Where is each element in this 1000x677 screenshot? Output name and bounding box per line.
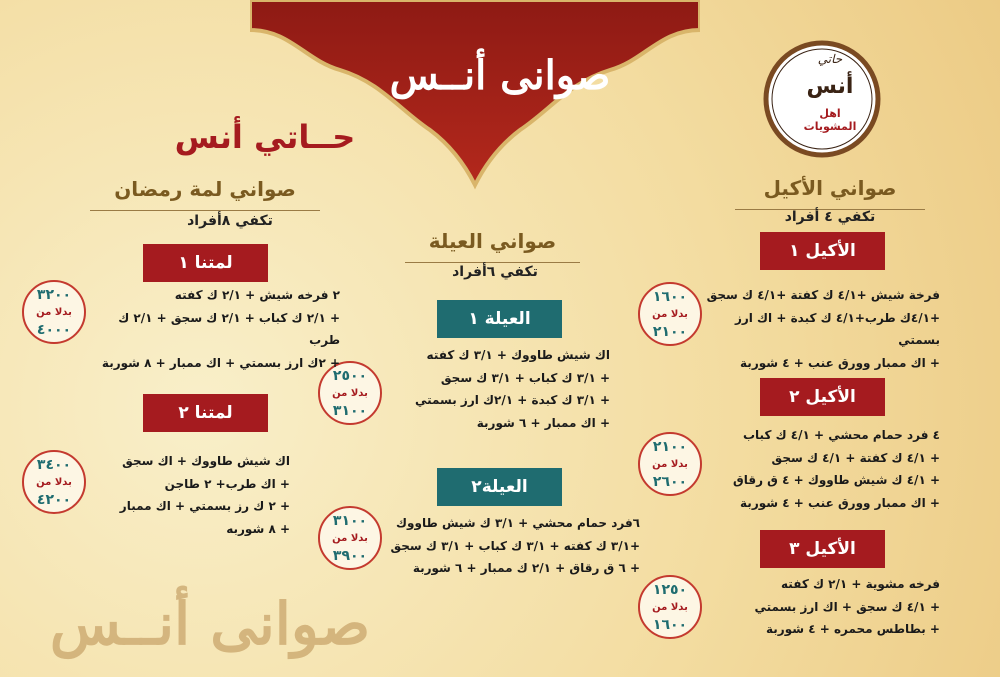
package-items — [380, 344, 610, 434]
instead-label: بدلا من — [332, 388, 368, 399]
watermark-title: صوانى أنــس — [49, 590, 371, 658]
package-title: الأكيل ١ — [760, 232, 885, 270]
old-price: ٢٦٠٠ — [652, 474, 688, 490]
price: ٢٥٠٠ — [332, 368, 368, 384]
item-line: اك شيش طاووك + اك سجق — [122, 454, 290, 468]
section-heading-text: صواني الأكيل — [763, 176, 897, 200]
item-line: ٤ فرد حمام محشي + ٤/١ ك كباب — [742, 428, 940, 442]
item-line: + ٣/١ ك كبدة + ٢/١ك ارز بسمتي — [414, 393, 610, 407]
item-line: + اك ممبار + ٦ شوربة — [476, 415, 610, 430]
instead-label: بدلا من — [332, 533, 368, 544]
price: ٣١٠٠ — [332, 513, 368, 529]
price: ٣٢٠٠ — [36, 287, 72, 303]
item-line: + ٢/١ ك كباب + ٢/١ ك سجق + ٢/١ ك طرب — [118, 310, 340, 347]
price: ١٦٠٠ — [652, 289, 688, 305]
package-items — [690, 284, 940, 374]
item-line: + ٣/١ ك كباب + ٣/١ ك سجق — [440, 370, 610, 385]
serves-count: تكفي ٦أفراد — [452, 264, 538, 280]
section-heading-text: صواني العيلة — [428, 229, 557, 253]
item-line: + ٢ك ارز بسمتي + اك ممبار + ٨ شوربة — [101, 355, 340, 370]
section-heading-ramadan — [90, 177, 320, 201]
instead-label: بدلا من — [652, 602, 688, 613]
price-badge — [22, 450, 86, 514]
price-badge — [318, 506, 382, 570]
old-price: ٣٩٠٠ — [332, 548, 368, 564]
package-items — [690, 573, 940, 641]
price-badge — [22, 280, 86, 344]
item-line: + ٢ ك رز بسمتي + اك ممبار — [119, 499, 290, 513]
old-price: ٤٠٠٠ — [36, 322, 72, 338]
section-heading-text: صواني لمة رمضان — [114, 177, 296, 201]
instead-label: بدلا من — [36, 307, 72, 318]
serves-count: تكفي ٨أفراد — [187, 213, 273, 229]
price-badge — [638, 282, 702, 346]
instead-label: بدلا من — [36, 477, 72, 488]
section-heading-akeel — [735, 176, 925, 200]
item-line: + بطاطس محمره + ٤ شوربة — [766, 622, 940, 636]
price: ١٢٥٠ — [652, 582, 688, 598]
item-line: فرخة شيش +٤/١ ك كفتة +٤/١ ك سجق — [706, 288, 940, 302]
item-line: اك شيش طاووك + ٣/١ ك كفته — [426, 348, 610, 362]
price-badge — [638, 432, 702, 496]
logo-text-tagline: اهل المشويات — [803, 107, 857, 133]
item-line: + اك طرب+ ٢ طاجن — [164, 476, 290, 491]
item-line: +٤/١ك طرب+٤/١ ك كبدة + اك ارز بسمتي — [734, 310, 940, 347]
old-price: ٢١٠٠ — [652, 324, 688, 340]
item-line: + ٤/١ ك كفتة + ٤/١ ك سجق — [771, 450, 940, 465]
package-title: الأكيل ٢ — [760, 378, 885, 416]
package-items — [90, 284, 340, 374]
package-title: العيلة ١ — [437, 300, 562, 338]
item-line: ٦فرد حمام محشي + ٣/١ ك شيش طاووك — [396, 516, 640, 530]
item-line: + اك ممبار وورق عنب + ٤ شوربة — [740, 355, 940, 370]
price-badge — [638, 575, 702, 639]
package-title: الأكيل ٣ — [760, 530, 885, 568]
logo-text-hati: حاتي — [817, 52, 843, 66]
serves-count: تكفي ٤ أفراد — [784, 209, 876, 225]
instead-label: بدلا من — [652, 309, 688, 320]
item-line: + اك ممبار وورق عنب + ٤ شوربة — [740, 495, 940, 510]
page-title: صوانى أنــس — [389, 52, 611, 99]
package-title: لمتنا ١ — [143, 244, 268, 282]
package-items — [100, 450, 290, 540]
package-items — [355, 512, 640, 580]
item-line: + ٤/١ ك سجق + اك ارز بسمتي — [754, 599, 940, 614]
item-line: +٣/١ ك كفته + ٣/١ ك كباب + ٣/١ ك سجق — [390, 538, 640, 553]
item-line: + ٨ شوربه — [226, 521, 290, 536]
item-line: فرخه مشوية + ٢/١ ك كفته — [781, 577, 940, 591]
package-items — [690, 424, 940, 514]
package-title: لمتنا ٢ — [143, 394, 268, 432]
old-price: ٣١٠٠ — [332, 403, 368, 419]
price: ٣٤٠٠ — [36, 457, 72, 473]
brand-title: حــاتي أنس — [174, 118, 356, 156]
price: ٢١٠٠ — [652, 439, 688, 455]
old-price: ٤٢٠٠ — [36, 492, 72, 508]
item-line: ٢ فرخه شيش + ٢/١ ك كفته — [174, 288, 340, 302]
section-heading-ayla — [405, 229, 580, 253]
old-price: ١٦٠٠ — [652, 617, 688, 633]
logo-text-anas: أنس — [806, 74, 854, 99]
item-line: + ٦ ق رقاق + ٢/١ ك ممبار + ٦ شوربة — [412, 561, 640, 575]
package-title: العيلة٢ — [437, 468, 562, 506]
instead-label: بدلا من — [652, 459, 688, 470]
item-line: + ٤/١ ك شيش طاووك + ٤ ق رقاق — [732, 473, 940, 487]
